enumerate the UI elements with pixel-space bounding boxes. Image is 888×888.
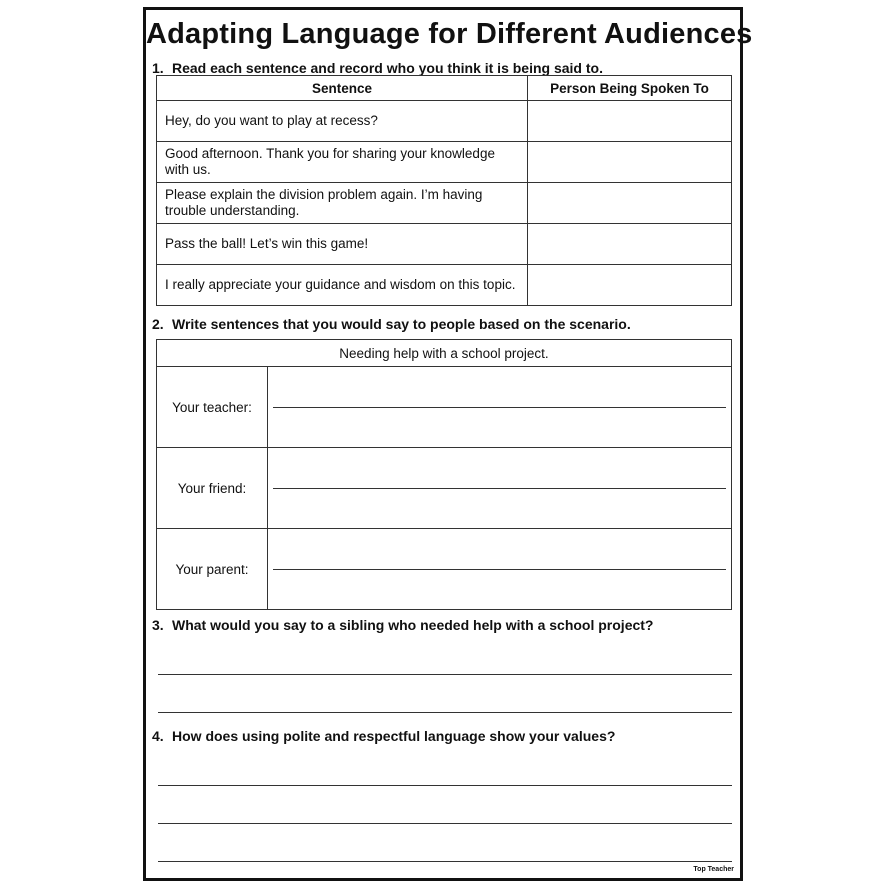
- sentence-cell: Please explain the division problem again. I’m having trouble understanding.: [157, 183, 528, 224]
- answer-line[interactable]: [158, 861, 732, 862]
- scenario-header: Needing help with a school project.: [157, 340, 732, 367]
- question-1-number: 1.: [152, 60, 164, 76]
- question-3-text: What would you say to a sibling who needed help with a school project?: [172, 617, 654, 633]
- answer-line[interactable]: [158, 712, 732, 713]
- table-row: [157, 265, 732, 306]
- question-3: [152, 617, 653, 633]
- brand-footer: Top Teacher: [693, 866, 734, 873]
- answer-line[interactable]: [158, 674, 732, 675]
- answer-cell[interactable]: [528, 142, 732, 183]
- question-2: [152, 316, 631, 332]
- worksheet-title: Adapting Language for Different Audiences: [146, 18, 753, 50]
- worksheet: [143, 7, 753, 881]
- sentence-cell: Good afternoon. Thank you for sharing your knowledge with us.: [157, 142, 528, 183]
- answer-line[interactable]: [158, 785, 732, 786]
- audience-label: Your teacher:: [157, 367, 268, 448]
- question-4: [152, 728, 615, 744]
- scenario-table: [156, 339, 732, 610]
- answer-cell[interactable]: [528, 183, 732, 224]
- sentence-table: [156, 75, 732, 306]
- question-4-number: 4.: [152, 728, 164, 744]
- question-4-text: How does using polite and respectful language show your values?: [172, 728, 616, 744]
- answer-cell[interactable]: [528, 265, 732, 306]
- answer-line-friend[interactable]: [268, 448, 732, 529]
- table-row: [157, 367, 732, 448]
- table-row: [157, 448, 732, 529]
- table-row: [157, 101, 732, 142]
- question-2-number: 2.: [152, 316, 164, 332]
- audience-label: Your friend:: [157, 448, 268, 529]
- question-3-number: 3.: [152, 617, 164, 633]
- sentence-cell: Hey, do you want to play at recess?: [157, 101, 528, 142]
- answer-line[interactable]: [158, 823, 732, 824]
- table-row: [157, 142, 732, 183]
- answer-cell[interactable]: [528, 224, 732, 265]
- answer-cell[interactable]: [528, 101, 732, 142]
- answer-line-parent[interactable]: [268, 529, 732, 610]
- table-row: [157, 529, 732, 610]
- question-2-text: Write sentences that you would say to people based on the scenario.: [172, 316, 631, 332]
- question-1: [152, 60, 603, 76]
- sentence-cell: Pass the ball! Let’s win this game!: [157, 224, 528, 265]
- question-1-text: Read each sentence and record who you think it is being said to.: [172, 60, 603, 76]
- sentence-cell: I really appreciate your guidance and wisdom on this topic.: [157, 265, 528, 306]
- table-row: [157, 183, 732, 224]
- audience-label: Your parent:: [157, 529, 268, 610]
- sentence-column-header: Sentence: [157, 76, 528, 101]
- person-column-header: Person Being Spoken To: [528, 76, 732, 101]
- answer-line-teacher[interactable]: [268, 367, 732, 448]
- table-row: [157, 224, 732, 265]
